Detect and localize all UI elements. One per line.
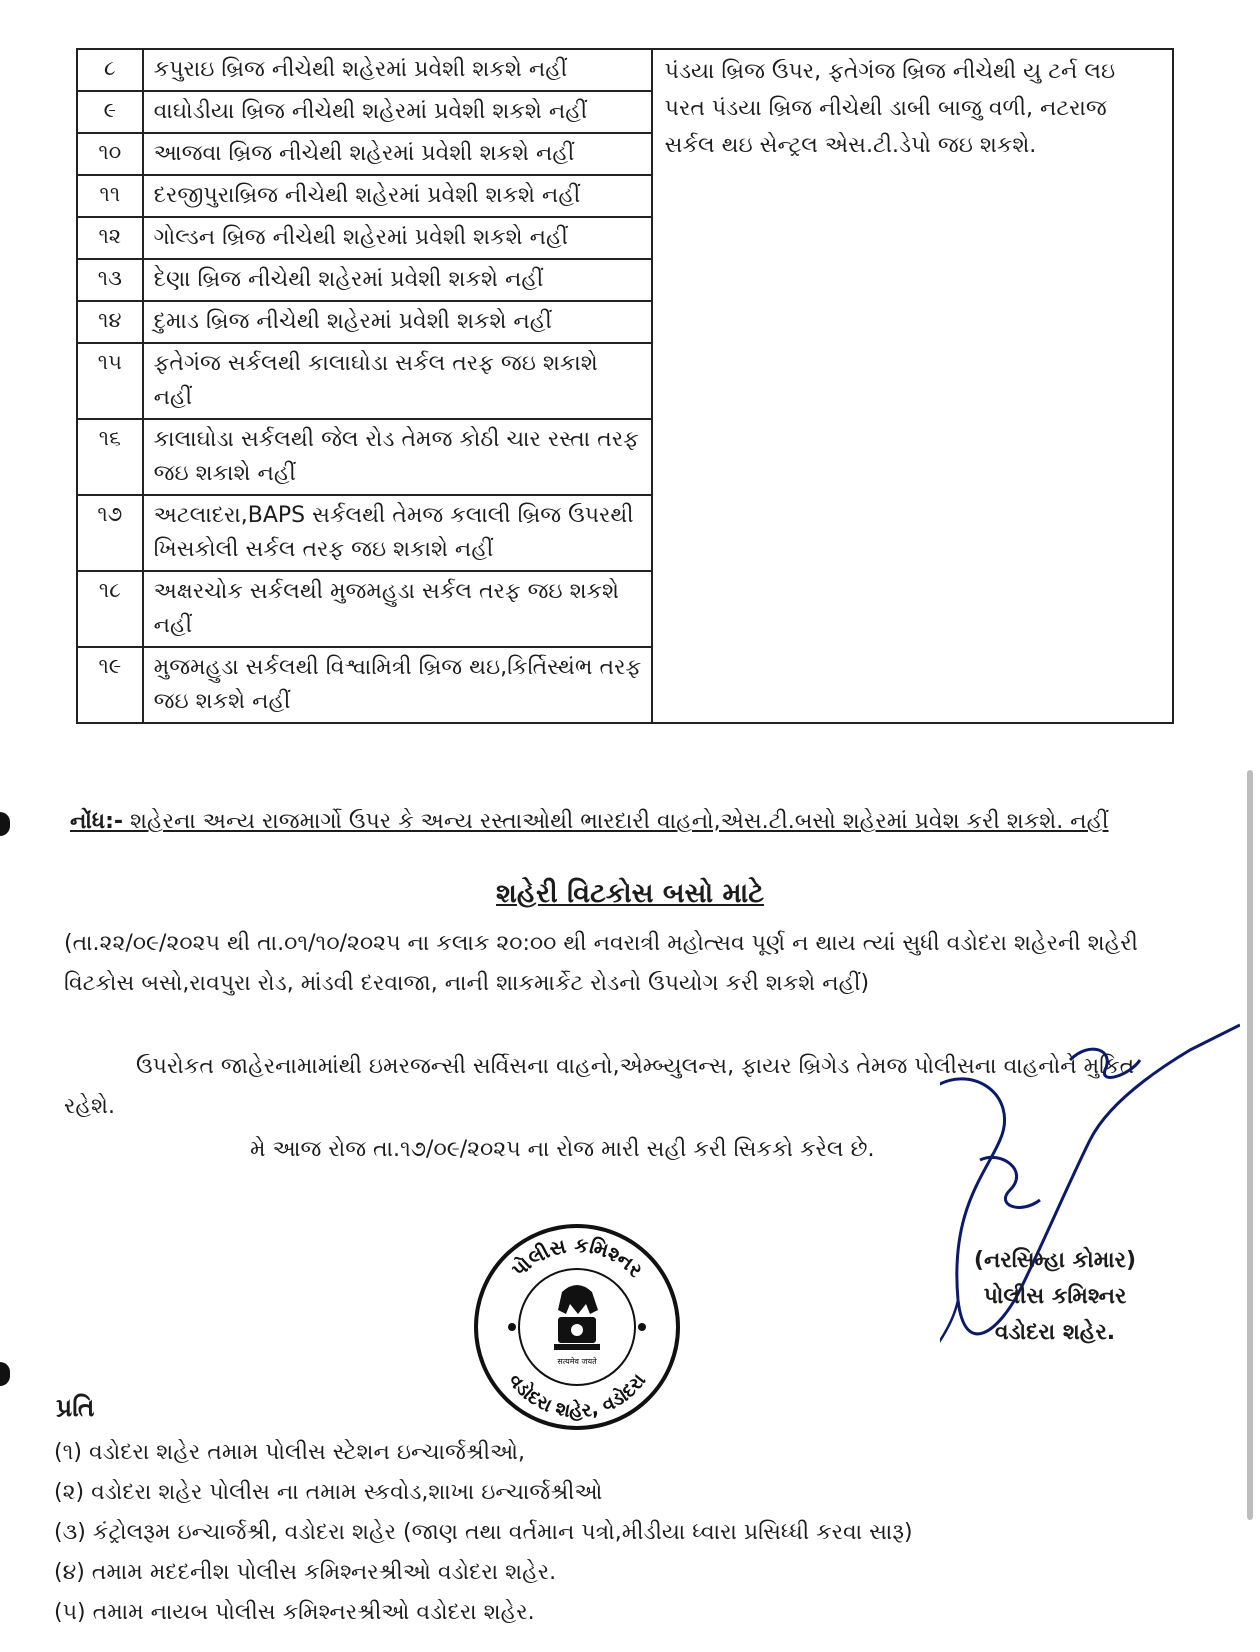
note xyxy=(70,800,1160,844)
punch-hole-mark xyxy=(0,812,10,836)
signatory-designation: પોલીસ કમિશ્નર xyxy=(983,1284,1127,1309)
row-number: ૯ xyxy=(77,91,143,133)
row-text: કાલાઘોડા સર્કલથી જેલ રોડ તેમજ કોઠી ચાર રસ્તા તરફ જઇ શકાશે નહીં xyxy=(143,419,652,495)
list-item: (૧) વડોદરા શહેર તમામ પોલીસ સ્ટેશન ઇન્ચાર્જશ્રીઓ, xyxy=(54,1440,526,1465)
routes-table xyxy=(76,48,1174,724)
note-text: શહેરના અન્ય રાજમાર્ગો ઉપર કે અન્ય રસ્તાઓથી ભારદારી વાહનો,એસ.ટી.બસો શહેરમાં પ્રવેશ કરી શકશે. નહીં xyxy=(130,809,1109,834)
row-number: ૧૭ xyxy=(77,495,143,571)
row-number: ૮ xyxy=(77,49,143,91)
row-text: દુમાડ બ્રિજ નીચેથી શહેરમાં પ્રવેશી શકશે નહીં xyxy=(143,301,652,343)
note-label: નોંધ:- xyxy=(70,809,124,834)
signed-statement: મે આજ રોજ તા.૧૭/૦૯/૨૦૨૫ ના રોજ મારી સહી કરી સિકકો કરેલ છે. xyxy=(250,1137,875,1162)
row-text: ફતેગંજ સર્કલથી કાલાઘોડા સર્કલ તરફ જઇ શકાશે નહીં xyxy=(143,343,652,419)
seal-bottom-text: વડોદરા શહેર, વડોદરા xyxy=(503,1369,651,1423)
row-number: ૧૦ xyxy=(77,133,143,175)
row-text: આજવા બ્રિજ નીચેથી શહેરમાં પ્રવેશી શકશે નહીં xyxy=(143,133,652,175)
signatory-city: વડોદરા શહેર. xyxy=(994,1320,1116,1345)
table-row xyxy=(77,49,1173,91)
row-number: ૧૮ xyxy=(77,571,143,647)
alternate-route-cell: પંડયા બ્રિજ ઉપર, ફતેગંજ બ્રિજ નીચેથી યુ ટર્ન લઇ પરત પંડયા બ્રિજ નીચેથી ડાબી બાજુ વળી, નટરાજ સર્કલ થઇ સેન્ટ્રલ એસ.ટી.ડેપો જઇ શકશે. xyxy=(652,49,1173,723)
row-number: ૧૩ xyxy=(77,259,143,301)
row-number: ૧૫ xyxy=(77,343,143,419)
list-item: (૫) તમામ નાયબ પોલીસ કમિશ્નરશ્રીઓ વડોદરા શહેર. xyxy=(54,1600,535,1625)
row-number: ૧૪ xyxy=(77,301,143,343)
row-number: ૧૬ xyxy=(77,419,143,495)
list-item: (૨) વડોદરા શહેર પોલીસ ના તમામ સ્કવોડ,શાખા ઇન્ચાર્જશ્રીઓ xyxy=(54,1480,603,1505)
emblem-motto: सत्यमेव जयते xyxy=(557,1357,597,1366)
row-text: અક્ષરચોક સર્કલથી મુજમહુડા સર્કલ તરફ જઇ શકશે નહીં xyxy=(143,571,652,647)
row-number: ૧૧ xyxy=(77,175,143,217)
signatory-name: (નરસિમ્હા કોમાર) xyxy=(973,1248,1137,1273)
row-text: દરજીપુરાબ્રિજ નીચેથી શહેરમાં પ્રવેશી શકશે નહીં xyxy=(143,175,652,217)
distribution-list xyxy=(54,1433,1234,1633)
row-text: વાઘોડીયા બ્રિજ નીચેથી શહેરમાં પ્રવેશી શકશે નહીં xyxy=(143,91,652,133)
exemption-paragraph: ઉપરોકત જાહેરનામામાંથી ઇમરજન્સી સર્વિસના વાહનો,એમ્બ્યુલન્સ, ફાયર બ્રિગેડ તેમજ પોલીસના વાહનોને મુકિત રહેશે. xyxy=(64,1054,1135,1119)
row-number: ૧૨ xyxy=(77,217,143,259)
city-bus-heading: શહેરી વિટકોસ બસો માટે xyxy=(496,878,764,909)
bus-restriction-paragraph: (તા.૨૨/૦૯/૨૦૨૫ થી તા.૦૧/૧૦/૨૦૨૫ ના કલાક ૨૦:૦૦ થી નવરાત્રી મહોત્સવ પૂર્ણ ન થાય ત્યાં સુધી વડોદરા શહેરની શહેરી વિટકોસ બસો,રાવપુરા રોડ, માંડવી દરવાજા, નાની શાકમાર્કેટ રોડનો ઉપયોગ કરી શકશે નહીં) xyxy=(64,931,1138,996)
distribution-label: પ્રતિ xyxy=(56,1393,95,1422)
row-text: ગોલ્ડન બ્રિજ નીચેથી શહેરમાં પ્રવેશી શકશે નહીં xyxy=(143,217,652,259)
seal-top-text: પોલીસ કમિશ્નર xyxy=(506,1232,648,1282)
list-item: (૪) તમામ મદદનીશ પોલીસ કમિશ્નરશ્રીઓ વડોદરા શહેર. xyxy=(54,1560,557,1585)
ashoka-emblem-icon xyxy=(554,1285,600,1350)
list-item: (૩) કંટ્રોલરૂમ ઇન્ચાર્જશ્રી, વડોદરા શહેર (જાણ તથા વર્તમાન પત્રો,મીડીયા ધ્વારા પ્રસિધ્ધી કરવા સારૂ) xyxy=(54,1520,913,1545)
row-number: ૧૯ xyxy=(77,647,143,723)
row-text: દેણા બ્રિજ નીચેથી શહેરમાં પ્રવેશી શકશે નહીં xyxy=(143,259,652,301)
signature-mark xyxy=(940,1000,1240,1480)
row-text: કપુરાઇ બ્રિજ નીચેથી શહેરમાં પ્રવેશી શકશે નહીં xyxy=(143,49,652,91)
punch-hole-mark xyxy=(0,1362,10,1386)
row-text: અટલાદરા,BAPS સર્કલથી તેમજ કલાલી બ્રિજ ઉપરથી ખિસકોલી સર્કલ તરફ જઇ શકાશે નહીં xyxy=(143,495,652,571)
row-text: મુજમહુડા સર્કલથી વિશ્વામિત્રી બ્રિજ થઇ,કિર્તિસ્થંભ તરફ જઇ શકશે નહીં xyxy=(143,647,652,723)
scrollbar[interactable] xyxy=(1247,770,1253,1520)
signatory-block xyxy=(930,1243,1180,1351)
police-commissioner-seal xyxy=(472,1222,682,1432)
